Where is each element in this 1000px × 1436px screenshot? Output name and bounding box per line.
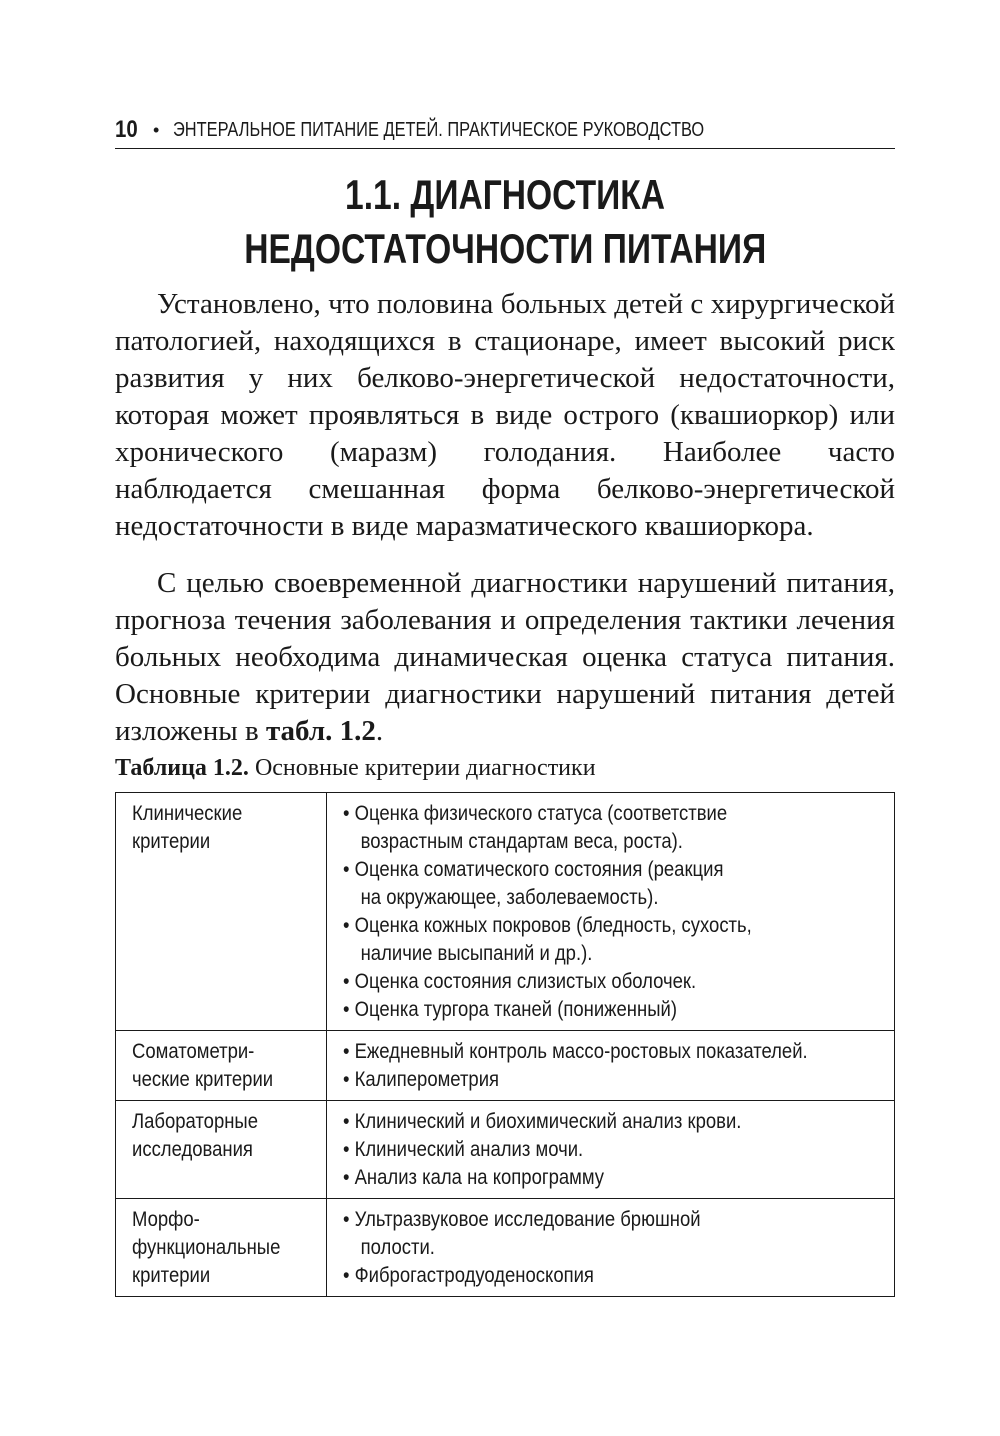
running-head-title: ЭНТЕРАЛЬНОЕ ПИТАНИЕ ДЕТЕЙ. ПРАКТИЧЕСКОЕ РУКОВОДСТВО [173, 118, 705, 141]
paragraph-2 [115, 565, 895, 750]
paragraph-2-text: С целью своевременной диагностики нарушений питания, прогноза течения заболевания и определения тактики лечения больных необходима динамическая оценка статуса питания. Основные критерии диагностики нарушений питания детей изложены в [115, 567, 895, 747]
paragraph-1: Установлено, что половина больных детей с хирургической патологией, находящихся в стационаре, имеет высокий риск развития у них белково-энергетической недостаточности, которая может проявляться в виде острого (квашиоркор) или хронического (маразм) голодания. Наиболее часто наблюдается смешанная форма белково-энергетической недостаточности в виде маразматического квашиоркора. [115, 288, 895, 542]
criterion-label-line: Соматометри- [132, 1040, 255, 1063]
method-line: • Калиперометрия [343, 1068, 500, 1091]
method-line: • Анализ кала на копрограмму [343, 1166, 605, 1189]
criterion-label-line: Морфо- [132, 1208, 200, 1231]
table-caption [115, 752, 895, 784]
method-line: наличие высыпаний и др.). [360, 942, 593, 965]
method-line: возрастным стандартам веса, роста). [360, 830, 683, 853]
criterion-label-line: функциональные [132, 1236, 281, 1259]
method-line: • Оценка кожных покровов (бледность, сухость, [343, 914, 752, 937]
method-line: на окружающее, заболеваемость). [360, 886, 659, 909]
criterion-label-line: исследования [132, 1138, 253, 1161]
criterion-label-line: Клинические [132, 802, 243, 825]
running-head [115, 112, 895, 149]
criteria-table [115, 792, 895, 1297]
section-title [115, 168, 895, 276]
criterion-cell [116, 1031, 327, 1101]
method-line: • Оценка состояния слизистых оболочек. [343, 970, 697, 993]
table-caption-text: Основные критерии диагностики [248, 755, 596, 781]
method-line: • Ежедневный контроль массо-ростовых показателей. [343, 1040, 808, 1063]
method-line: • Фиброгастродуоденоскопия [343, 1264, 594, 1287]
method-line: полости. [360, 1236, 435, 1259]
criterion-label-line: критерии [132, 1264, 211, 1287]
table-row [116, 1031, 895, 1101]
criterion-label-line: критерии [132, 830, 211, 853]
table-reference: табл. 1.2 [265, 715, 376, 747]
criterion-cell [116, 1199, 327, 1297]
method-line: • Оценка физического статуса (соответствие [343, 802, 728, 825]
criterion-label-line: ческие критерии [132, 1068, 274, 1091]
section-title-line-2: НЕДОСТАТОЧНОСТИ ПИТАНИЯ [243, 225, 766, 272]
method-line: • Клинический и биохимический анализ крови. [343, 1110, 742, 1133]
method-line: • Оценка тургора тканей (пониженный) [343, 998, 677, 1021]
table-row [116, 1101, 895, 1199]
methods-cell [327, 1031, 895, 1101]
criterion-cell [116, 1101, 327, 1199]
section-title-line-1: 1.1. ДИАГНОСТИКА [344, 171, 666, 218]
table-caption-label: Таблица 1.2. [115, 755, 249, 781]
method-line: • Клинический анализ мочи. [343, 1138, 584, 1161]
method-line: • Оценка соматического состояния (реакция [343, 858, 724, 881]
running-head-bullet: • [153, 119, 160, 140]
page-number: 10 [115, 116, 138, 143]
paragraph-2-end: . [375, 715, 384, 747]
methods-cell [327, 793, 895, 1031]
method-line: • Ультразвуковое исследование брюшной [343, 1208, 701, 1231]
table-row [116, 793, 895, 1031]
criterion-cell [116, 793, 327, 1031]
criterion-label-line: Лабораторные [132, 1110, 259, 1133]
table-row [116, 1199, 895, 1297]
methods-cell [327, 1101, 895, 1199]
methods-cell [327, 1199, 895, 1297]
